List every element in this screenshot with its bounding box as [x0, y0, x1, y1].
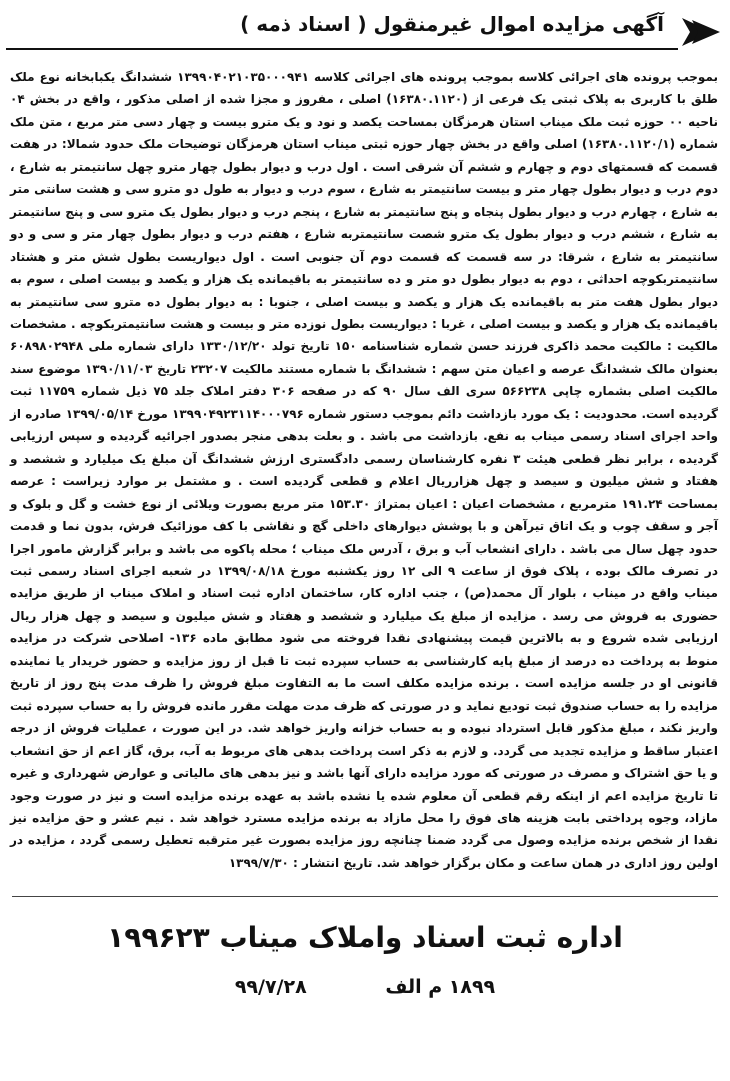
reference-code: ۱۸۹۹ م الف [385, 976, 496, 998]
office-name: اداره ثبت اسناد واملاک میناب ۱۹۹۶۲۳ [107, 921, 623, 954]
reference-row [0, 974, 730, 1000]
footer-divider [12, 896, 718, 897]
reference-date: ۹۹/۷/۲۸ [234, 976, 307, 998]
header-divider [6, 48, 678, 50]
arrow-icon [678, 10, 722, 54]
notice-title: آگهی مزایده اموال غیرمنقول ( اسناد ذمه ) [240, 12, 664, 36]
notice-body: بموجب پرونده های اجرائی کلاسه بموجب پرونده های اجرائی کلاسه ۱۳۹۹۰۴۰۲۱۰۳۵۰۰۰۹۴۱ ششدانگ یکبابخانه نوع ملک طلق با کاربری به پلاک ثبتی یک فرعی از (۱۶۳۸۰.۱۱۲۰) اصلی ، مفروز و مجزا شده از اصلی مذکور ، واقع در بخش ۰۴ ناحیه ۰۰ حوزه ثبت ملک میناب استان هرمزگان بمساحت یکصد و نود و یک مترو بیست و چهار دسی متر مربع ، متن ملک شماره (۱۶۳۸۰.۱۱۲۰/۱) اصلی واقع در بخش چهار حوزه ثبتی میناب استان هرمزگان توضیحات ملک حدود شمالا: در هفت قسمت که قسمتهای دوم و چهارم و ششم آن شرقی است . اول درب و دیوار بطول چهار مترو چهل سانتیمتر به شارع ، دوم درب و دیوار بطول چهار متر و بیست سانتیمتر به شارع ، سوم درب و دیوار به طول دو مترو سی و هشت سانتی متر به شارع ، چهارم درب و دیوار بطول پنجاه و پنج سانتیمتر به شارع ، پنجم درب و دیوار بطول یک مترو سی و پنج سانتیمتر به شارع ، ششم درب و دیوار بطول یک مترو شصت سانتیمتربه شارع ، هفتم درب و دیوار بطول چهار متر و سی و دو سانتیمتر به شارع ، شرقا: در سه قسمت که قسمت دوم آن جنوبی است . اول دیواریست بطول شش متر و هشتاد سانتیمتربکوچه احداثی ، دوم به دیوار بطول دو متر و ده سانتیمتر به باقیمانده یک هزار و یکصد و بیست اصلی ، سوم به دیوار بطول هفت متر به باقیمانده یک هزار و یکصد و بیست اصلی ، جنوبا : به دیوار بطول ده مترو سی سانتیمتر به باقیمانده یک هزار و یکصد و بیست اصلی ، غربا : دیواریست بطول نوزده متر و بیست و هشت سانتیمتربکوچه . مشخصات مالکیت : مالکیت محمد ذاکری فرزند حسن شماره شناسنامه ۱۵۰ تاریخ تولد ۱۳۳۰/۱۲/۲۰ دارای شماره ملی ۶۰۸۹۸۰۲۹۴۸ بعنوان مالک ششدانگ عرصه و اعیان متن سهم : ششدانگ با شماره مستند مالکیت ۲۳۲۰۷ تاریخ ۱۳۹۰/۱۱/۰۳ موضوع سند مالکیت اصلی بشماره چاپی ۵۶۶۲۳۸ سری الف سال ۹۰ که در صفحه ۳۰۶ دفتر املاک جلد ۷۵ ذیل شماره ۱۱۷۵۹ ثبت گردیده است. محدودیت : یک مورد بازداشت دائم بموجب دستور شماره ۱۳۹۹۰۴۹۲۳۱۱۴۰۰۰۷۹۶ مورخ ۱۳۹۹/۰۵/۱۴ صادره از واحد اجرای اسناد رسمی میناب به نفع. بازداشت می باشد . و بعلت بدهی منجر بصدور اجرائیه گردیده و سپس ارزیابی گردیده ، برابر نظر قطعی هیئت ۳ نفره کارشناسان رسمی دادگستری ارزش ششدانگ آن مبلغ یک میلیارد و ششصد و هفتاد و شش میلیون و سیصد و چهل هزارریال اعلام و قطعی گردیده است . و مشتمل بر موارد زیراست : عرصه بمساحت ۱۹۱.۲۴ مترمربع ، مشخصات اعیان : اعیان بمتراژ ۱۵۳.۳۰ متر مربع بصورت ویلائی از نوع خشت و گل و بلوک و آجر و سقف چوب و یک اتاق تیرآهن و با پوشش دیوارهای داخلی گچ و نقاشی با کف موزائیک فرش، بدون نما و قدمت حدود چهل سال می باشد . دارای انشعاب آب و برق ، آدرس ملک میناب ؛ محله پاکوه می باشد و برابر گزارش مامور اجرا در تصرف مالک بوده ، پلاک فوق از ساعت ۹ الی ۱۲ روز یکشنبه مورخ ۱۳۹۹/۰۸/۱۸ در شعبه اجرای اسناد رسمی ثبت میناب واقع در میناب ، بلوار آل محمد(ص) ، جنب اداره کار، ساختمان اداره ثبت اسناد و املاک میناب از طریق مزایده حضوری به فروش می رسد . مزایده از مبلغ یک میلیارد و ششصد و هفتاد و شش میلیون و سیصد و چهل هزار ریال ارزیابی شده شروع و به بالاترین قیمت پیشنهادی نقدا فروخته می شود مطابق ماده ۱۳۶- اصلاحی شرکت در مزایده منوط به پرداخت ده درصد از مبلغ پایه کارشناسی به حساب سپرده ثبت تا قبل از روز مزایده و حضور خریدار یا نماینده قانونی او در جلسه مزایده است . برنده مزایده مکلف است ما به التفاوت مبلغ فروش را ظرف مدت پنج روز از تاریخ مزایده را به حساب صندوق ثبت تودیع نماید و در صورتی که ظرف مدت مهلت مقرر مانده فروش را به حساب سپرده ثبت واریز نکند ، مبلغ مذکور قابل استرداد نبوده و به حساب خزانه واریز خواهد شد. در این صورت ، عملیات فروش از درجه اعتبار ساقط و مزایده تجدید می گردد. و لازم به ذکر است پرداخت بدهی های مربوط به آب، برق، گاز اعم از حق انشعاب و یا حق اشتراک و مصرف در صورتی که مورد مزایده دارای آنها باشد و نیز بدهی های مالیاتی و عوارض شهرداری و غیره تا تاریخ مزایده اعم از اینکه رقم قطعی آن معلوم شده یا نشده باشد به عهده برنده مزایده است و نیز در صورت وجود مازاد، وجوه پرداختی بابت هزینه های فوق را محل مازاد به برنده مزایده مسترد خواهد شد . نیم عشر و حق مزایده نیز نقدا از شخص برنده مزایده وصول می گردد ضمنا چنانچه روز مزایده بصورت غیر مترقبه تعطیل رسمی گردد ، مزایده در اولین روز اداری در همان ساعت و مکان برگزار خواهد شد. تاریخ انتشار : ۱۳۹۹/۷/۳۰ [10, 70, 719, 870]
notice-header [6, 8, 722, 54]
